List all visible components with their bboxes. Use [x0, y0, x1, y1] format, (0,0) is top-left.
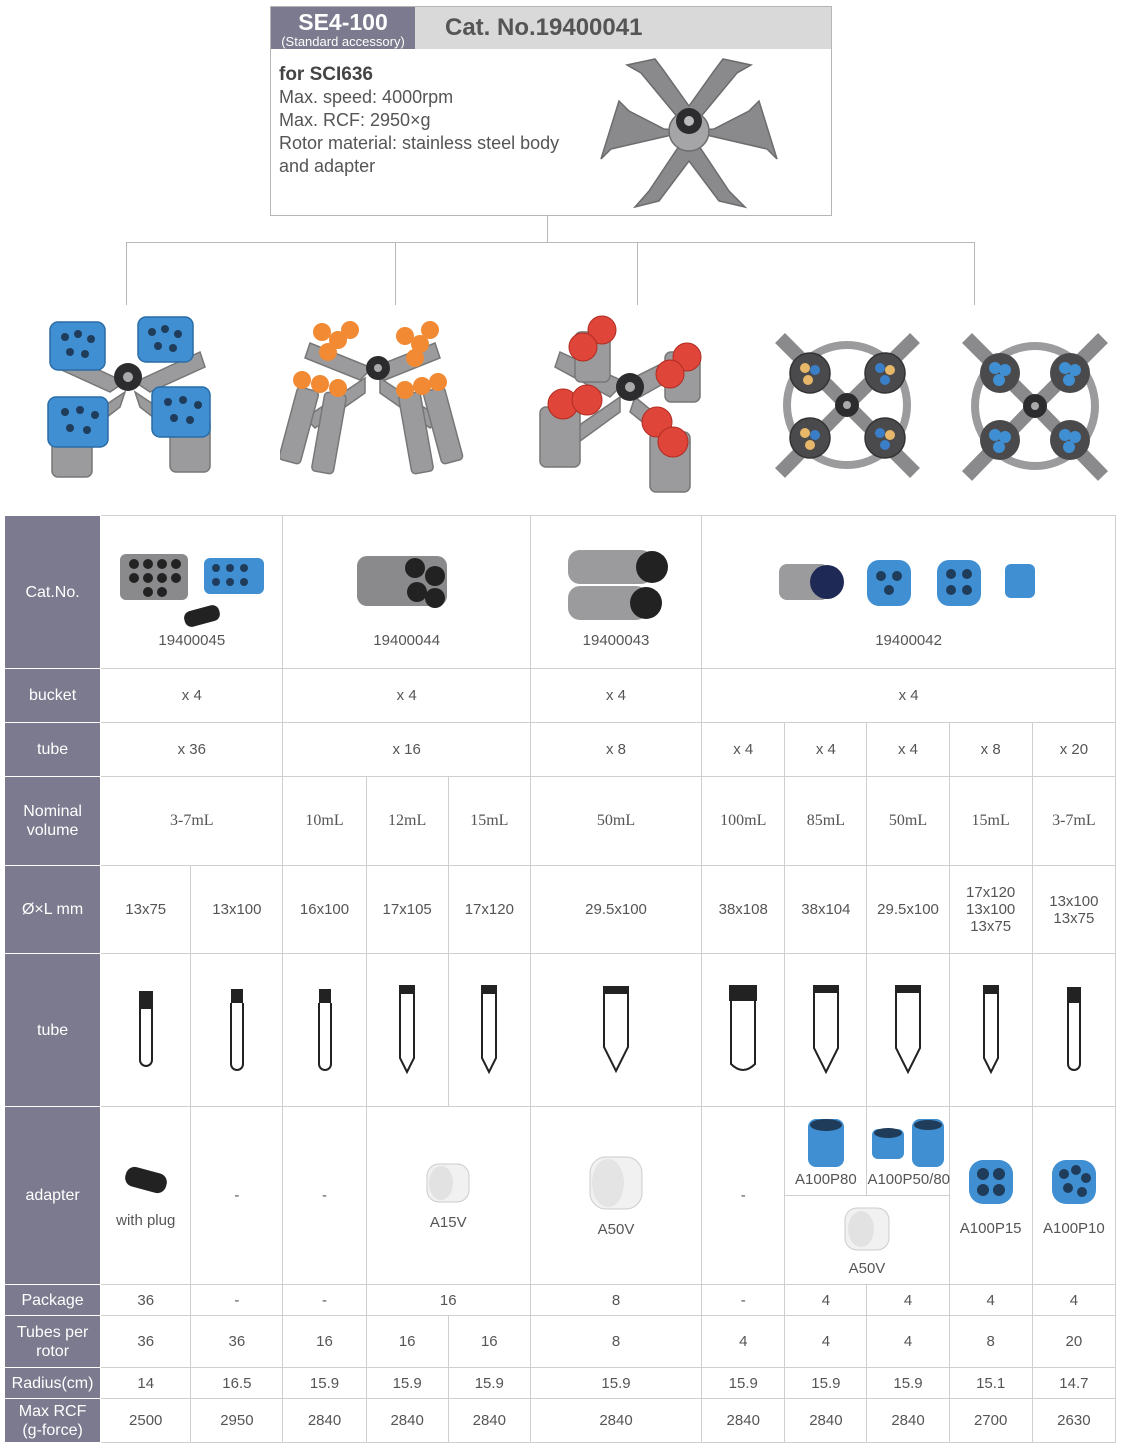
- round-tube-icon: [315, 988, 335, 1072]
- tube-drawing-cell: [785, 954, 867, 1107]
- package-cell: -: [702, 1285, 785, 1316]
- rotor-with-15ml-tubes-image: [280, 318, 465, 488]
- adapter-label: A100P50/80: [867, 1170, 951, 1188]
- adapter-cell: [530, 1107, 701, 1285]
- package-cell: 36: [101, 1285, 191, 1316]
- volume-cell: 50mL: [867, 777, 949, 866]
- volume-cell: 85mL: [785, 777, 867, 866]
- tubes-per-rotor-cell: 16: [283, 1316, 366, 1368]
- max-rcf-cell: 2840: [867, 1399, 949, 1443]
- dims-line: 13x100: [1049, 892, 1099, 910]
- adapter-cell: [785, 1107, 867, 1196]
- package-cell: 16: [366, 1285, 530, 1316]
- volume-cell: 3-7mL: [1032, 777, 1115, 866]
- package-cell: 8: [530, 1285, 701, 1316]
- row-header: Radius(cm): [5, 1368, 101, 1399]
- header-line: Nominal: [23, 803, 82, 820]
- tubes-per-rotor-cell: 20: [1032, 1316, 1115, 1368]
- spec-line: Max. RCF: 2950×g: [279, 110, 431, 130]
- white-adapter-image: [839, 1204, 895, 1254]
- dims-cell: 38x108: [702, 866, 785, 954]
- tube-count-cell: x 8: [949, 723, 1032, 777]
- dims-cell: 13x100: [191, 866, 283, 954]
- max-rcf-cell: 2840: [530, 1399, 701, 1443]
- volume-cell: 15mL: [448, 777, 530, 866]
- tube-drawing-cell: [366, 954, 448, 1107]
- model-name: SE4-100: [298, 9, 388, 35]
- tube-count-cell: x 36: [101, 723, 283, 777]
- connector-line: [637, 242, 638, 305]
- tube-count-cell: x 8: [530, 723, 701, 777]
- volume-cell: 3-7mL: [101, 777, 283, 866]
- max-rcf-cell: 2840: [785, 1399, 867, 1443]
- connector-line: [974, 242, 975, 305]
- bucket-cell: x 4: [101, 669, 283, 723]
- catalog-number: 19400044: [373, 631, 441, 649]
- row-header: [5, 1316, 101, 1368]
- tube-count-cell: x 4: [867, 723, 949, 777]
- catalog-number: 19400042: [875, 631, 942, 649]
- package-cell: 4: [1032, 1285, 1115, 1316]
- adapter-cell: [366, 1107, 530, 1285]
- row-header: Ø×L mm: [5, 866, 101, 954]
- radius-cell: 15.9: [530, 1368, 701, 1399]
- max-rcf-cell: 2840: [702, 1399, 785, 1443]
- bucket-and-adapters-image: [769, 536, 1049, 632]
- row-header: tube: [5, 954, 101, 1107]
- max-rcf-cell: 2840: [283, 1399, 366, 1443]
- package-cell: 4: [785, 1285, 867, 1316]
- radius-cell: 15.9: [785, 1368, 867, 1399]
- catno-cell: [702, 516, 1116, 669]
- package-cell: 4: [867, 1285, 949, 1316]
- spec-line: Rotor material: stainless steel body: [279, 133, 560, 153]
- tubes-per-rotor-cell: 4: [867, 1316, 949, 1368]
- tube-drawing-cell: [101, 954, 191, 1107]
- dims-cell: 29.5x100: [867, 866, 949, 954]
- round-tube-icon: [1064, 986, 1084, 1074]
- bucket-cell: x 4: [283, 669, 530, 723]
- white-adapter-image: [421, 1160, 475, 1206]
- adapter-label: A100P15: [959, 1220, 1022, 1237]
- rotor-with-100ml-buckets-image: [760, 318, 935, 493]
- table-row: [5, 723, 1116, 777]
- spec-table: [4, 515, 1116, 1443]
- plug-adapter-image: [121, 1162, 171, 1198]
- adapter-cell: -: [283, 1107, 366, 1285]
- adapter-cell: -: [702, 1107, 785, 1285]
- adapter-cell: [949, 1107, 1032, 1285]
- round-tube-icon: [136, 990, 156, 1070]
- row-header: bucket: [5, 669, 101, 723]
- header-line: rotor: [36, 1342, 70, 1360]
- adapter-cell: [1032, 1107, 1115, 1285]
- blue-adapter-image: [804, 1115, 848, 1171]
- adapter-label: A50V: [597, 1221, 635, 1238]
- swing-rotor-image: [589, 51, 789, 216]
- model-subtitle: (Standard accessory): [281, 34, 405, 49]
- tube-count-cell: x 16: [283, 723, 530, 777]
- rotor-with-blue-bucket-adapters-image: [945, 318, 1125, 498]
- table-row: [5, 1285, 1116, 1316]
- max-rcf-cell: 2950: [191, 1399, 283, 1443]
- radius-cell: 15.9: [283, 1368, 366, 1399]
- catalog-number: 19400043: [582, 631, 650, 649]
- table-row: [5, 1107, 1116, 1196]
- radius-cell: 14.7: [1032, 1368, 1115, 1399]
- connector-line: [395, 242, 396, 305]
- holder-16-image: [347, 536, 467, 632]
- row-header: Cat.No.: [5, 516, 101, 669]
- tubes-per-rotor-cell: 8: [530, 1316, 701, 1368]
- tube-drawing-cell: [867, 954, 949, 1107]
- adapter-cell: [785, 1196, 949, 1285]
- adapter-label: A100P10: [1043, 1220, 1105, 1237]
- dims-cell: 17x105: [366, 866, 448, 954]
- connector-line: [547, 216, 548, 243]
- spec-line: and adapter: [279, 156, 376, 176]
- adapter-cell: [867, 1107, 949, 1196]
- table-row: [5, 866, 1116, 954]
- rotor-header-card: [270, 6, 832, 216]
- tube-drawing-cell: [191, 954, 283, 1107]
- model-badge: [271, 7, 415, 49]
- row-header: Package: [5, 1285, 101, 1316]
- radius-cell: 15.9: [366, 1368, 448, 1399]
- adapter-label: with plug: [116, 1212, 176, 1229]
- tubes-per-rotor-cell: 36: [101, 1316, 191, 1368]
- tube-count-cell: x 20: [1032, 723, 1115, 777]
- max-rcf-cell: 2700: [949, 1399, 1032, 1443]
- white-adapter-image: [584, 1153, 648, 1213]
- dims-line: 13x75: [1053, 909, 1095, 927]
- adapter-label: A15V: [429, 1214, 467, 1231]
- tubes-per-rotor-cell: 36: [191, 1316, 283, 1368]
- radius-cell: 15.9: [867, 1368, 949, 1399]
- adapter-label: A100P80: [795, 1170, 857, 1188]
- tubes-per-rotor-cell: 8: [949, 1316, 1032, 1368]
- adapter-cell: -: [191, 1107, 283, 1285]
- dims-cell: 16x100: [283, 866, 366, 954]
- radius-cell: 14: [101, 1368, 191, 1399]
- bucket-cell: x 4: [702, 669, 1116, 723]
- dims-cell: 29.5x100: [530, 866, 701, 954]
- round-tube-icon: [728, 984, 758, 1076]
- connector-line: [126, 242, 975, 243]
- tubes-per-rotor-cell: 16: [366, 1316, 448, 1368]
- tube-drawing-cell: [1032, 954, 1115, 1107]
- table-row: [5, 954, 1116, 1107]
- row-header: adapter: [5, 1107, 101, 1285]
- tubes-per-rotor-cell: 16: [448, 1316, 530, 1368]
- table-row: [5, 1368, 1116, 1399]
- radius-cell: 15.1: [949, 1368, 1032, 1399]
- dims-cell: [1032, 866, 1115, 954]
- table-row: [5, 669, 1116, 723]
- header-line: (g-force): [22, 1421, 83, 1439]
- tubes-per-rotor-cell: 4: [785, 1316, 867, 1368]
- catno-cell: [283, 516, 530, 669]
- blue-4-hole-adapter-image: [963, 1154, 1019, 1210]
- adapter-cell: [101, 1107, 191, 1285]
- tube-drawing-cell: [949, 954, 1032, 1107]
- header-line: Max RCF: [18, 1402, 87, 1420]
- row-header: tube: [5, 723, 101, 777]
- catno-cell: [101, 516, 283, 669]
- header-line: volume: [26, 822, 79, 839]
- row-header: [5, 1399, 101, 1443]
- spec-line: Max. speed: 4000rpm: [279, 87, 454, 107]
- table-row: [5, 516, 1116, 669]
- rotor-with-blue-adapters-image: [40, 312, 220, 492]
- blue-adapters-image: [868, 1115, 948, 1171]
- dims-line: 13x75: [970, 918, 1012, 935]
- conical-tube-icon: [397, 984, 417, 1076]
- volume-cell: 12mL: [366, 777, 448, 866]
- volume-cell: 15mL: [949, 777, 1032, 866]
- conical-tube-icon: [479, 984, 499, 1076]
- tube-drawing-cell: [448, 954, 530, 1107]
- tubes-per-rotor-cell: 4: [702, 1316, 785, 1368]
- adapter-label: A50V: [848, 1259, 886, 1277]
- table-row: [5, 1399, 1116, 1443]
- dims-cell: 38x104: [785, 866, 867, 954]
- conical-tube-icon: [601, 985, 631, 1075]
- connector-line: [126, 242, 127, 305]
- radius-cell: 15.9: [702, 1368, 785, 1399]
- radius-cell: 15.9: [448, 1368, 530, 1399]
- table-row: [5, 1316, 1116, 1368]
- volume-cell: 100mL: [702, 777, 785, 866]
- holder-8-image: [556, 536, 676, 632]
- tube-count-cell: x 4: [785, 723, 867, 777]
- tube-drawing-cell: [283, 954, 366, 1107]
- row-header: [5, 777, 101, 866]
- rotor-with-50ml-tubes-image: [525, 312, 715, 502]
- max-rcf-cell: 2630: [1032, 1399, 1115, 1443]
- holder-36-image: [112, 536, 272, 632]
- package-cell: -: [283, 1285, 366, 1316]
- volume-cell: 50mL: [530, 777, 701, 866]
- round-tube-icon: [227, 988, 247, 1072]
- table-row: [5, 777, 1116, 866]
- conical-tube-icon: [893, 984, 923, 1076]
- conical-tube-icon: [981, 984, 1001, 1076]
- blue-5-hole-adapter-image: [1046, 1154, 1102, 1210]
- max-rcf-cell: 2840: [366, 1399, 448, 1443]
- dims-cell: 13x75: [101, 866, 191, 954]
- package-cell: -: [191, 1285, 283, 1316]
- radius-cell: 16.5: [191, 1368, 283, 1399]
- dims-cell: 17x120: [448, 866, 530, 954]
- for-model: for SCI636: [279, 64, 373, 85]
- conical-tube-icon: [811, 984, 841, 1076]
- catno-cell: [530, 516, 701, 669]
- max-rcf-cell: 2500: [101, 1399, 191, 1443]
- max-rcf-cell: 2840: [448, 1399, 530, 1443]
- dims-cell: [949, 866, 1032, 954]
- tube-count-cell: x 4: [702, 723, 785, 777]
- catalog-number: Cat. No.19400041: [415, 7, 831, 49]
- tube-drawing-cell: [530, 954, 701, 1107]
- catalog-number: 19400045: [158, 631, 226, 649]
- bucket-cell: x 4: [530, 669, 701, 723]
- header-line: Tubes per: [16, 1323, 89, 1341]
- package-cell: 4: [949, 1285, 1032, 1316]
- tube-drawing-cell: [702, 954, 785, 1107]
- rotor-specs: [279, 63, 559, 178]
- dims-line: 13x100: [966, 901, 1016, 918]
- dims-line: 17x120: [966, 884, 1016, 901]
- volume-cell: 10mL: [283, 777, 366, 866]
